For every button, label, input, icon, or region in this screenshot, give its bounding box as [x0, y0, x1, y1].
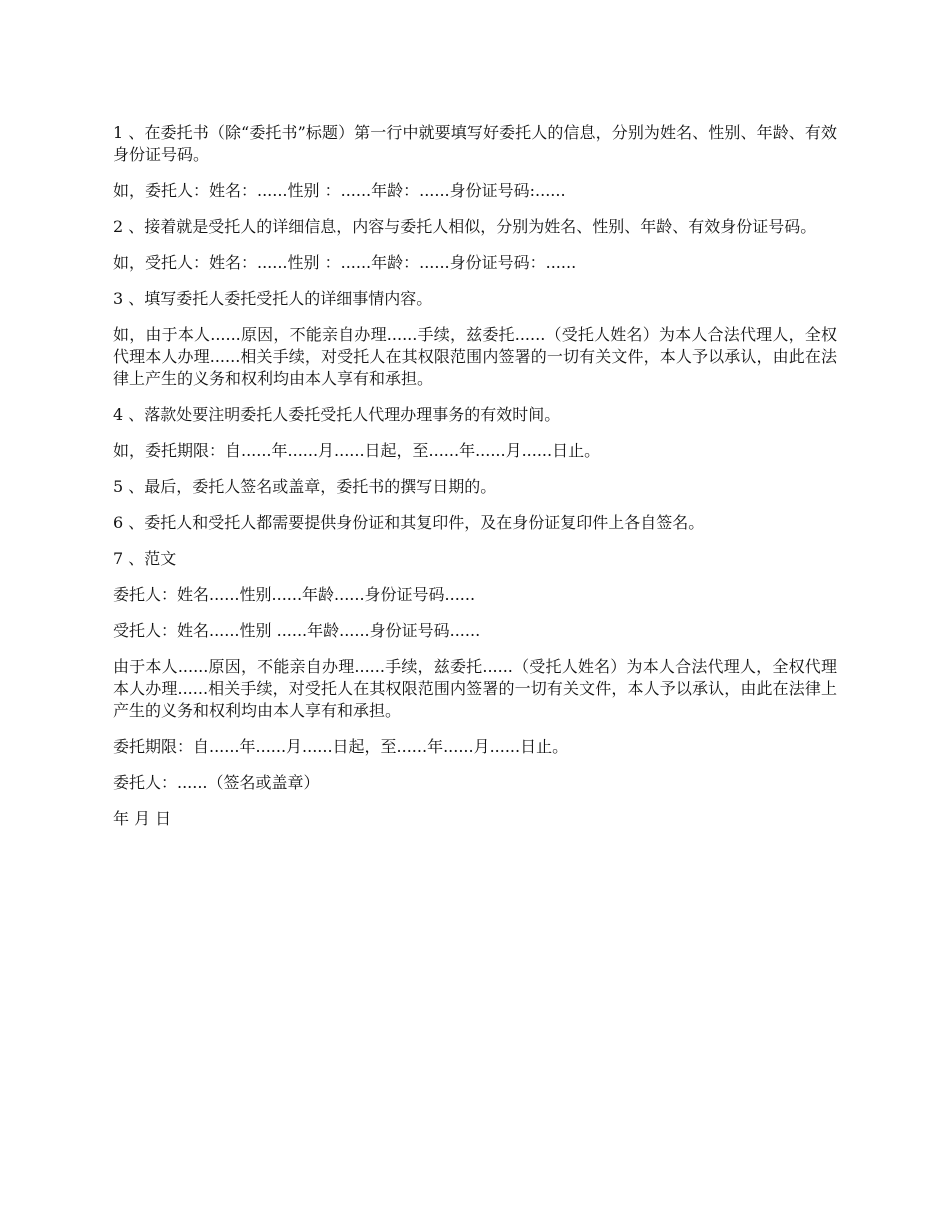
step-5-paragraph: 5 、最后，委托人签名或盖章，委托书的撰写日期的。	[113, 477, 497, 496]
sample-term-line: 委托期限：自......年......月......日起，至......年......月......日止。	[113, 737, 569, 756]
step-3-paragraph: 3 、填写委托人委托受托人的详细事情内容。	[113, 289, 433, 308]
step-1-example: 如，委托人：姓名：......性别 ：......年龄：......身份证号码:......	[113, 181, 566, 200]
sample-agent-line: 受托人：姓名......性别 ......年龄......身份证号码......	[113, 621, 481, 640]
sample-body-paragraph: 由于本人......原因，不能亲自办理......手续，兹委托......（受托人姓名）为本人合法代理人，全权代理本人办理......相关手续，对受托人在其权限范围内签署的一切有关文件，本人予以承认，由此在法律上产生的义务和权利均由本人享有和承担。	[113, 657, 837, 720]
sample-principal-line: 委托人：姓名......性别......年龄......身份证号码......	[113, 585, 476, 604]
sample-signature-line: 委托人：......（签名或盖章）	[113, 773, 320, 792]
step-2-example: 如，受托人：姓名：......性别 ：......年龄：......身份证号码：......	[113, 253, 577, 272]
step-2-paragraph: 2 、接着就是受托人的详细信息，内容与委托人相似，分别为姓名、性别、年龄、有效身份证号码。	[113, 217, 817, 236]
step-7-heading: 7 、范文	[113, 549, 177, 568]
step-6-paragraph: 6 、委托人和受托人都需要提供身份证和其复印件，及在身份证复印件上各自签名。	[113, 513, 705, 532]
document-body	[113, 122, 837, 844]
step-4-paragraph: 4 、落款处要注明委托人委托受托人代理办理事务的有效时间。	[113, 405, 561, 424]
step-4-example: 如，委托期限：自......年......月......日起，至......年......月......日止。	[113, 441, 601, 460]
step-1-paragraph: 1 、在委托书（除“委托书”标题）第一行中就要填写好委托人的信息，分别为姓名、性别、年龄、有效身份证号码。	[113, 123, 837, 164]
sample-date-line: 年 月 日	[113, 809, 172, 828]
step-3-example: 如，由于本人......原因，不能亲自办理......手续，兹委托......（受托人姓名）为本人合法代理人，全权代理本人办理......相关手续，对受托人在其权限范围内签署的一切有关文件，本人予以承认，由此在法律上产生的义务和权利均由本人享有和承担。	[113, 325, 837, 388]
